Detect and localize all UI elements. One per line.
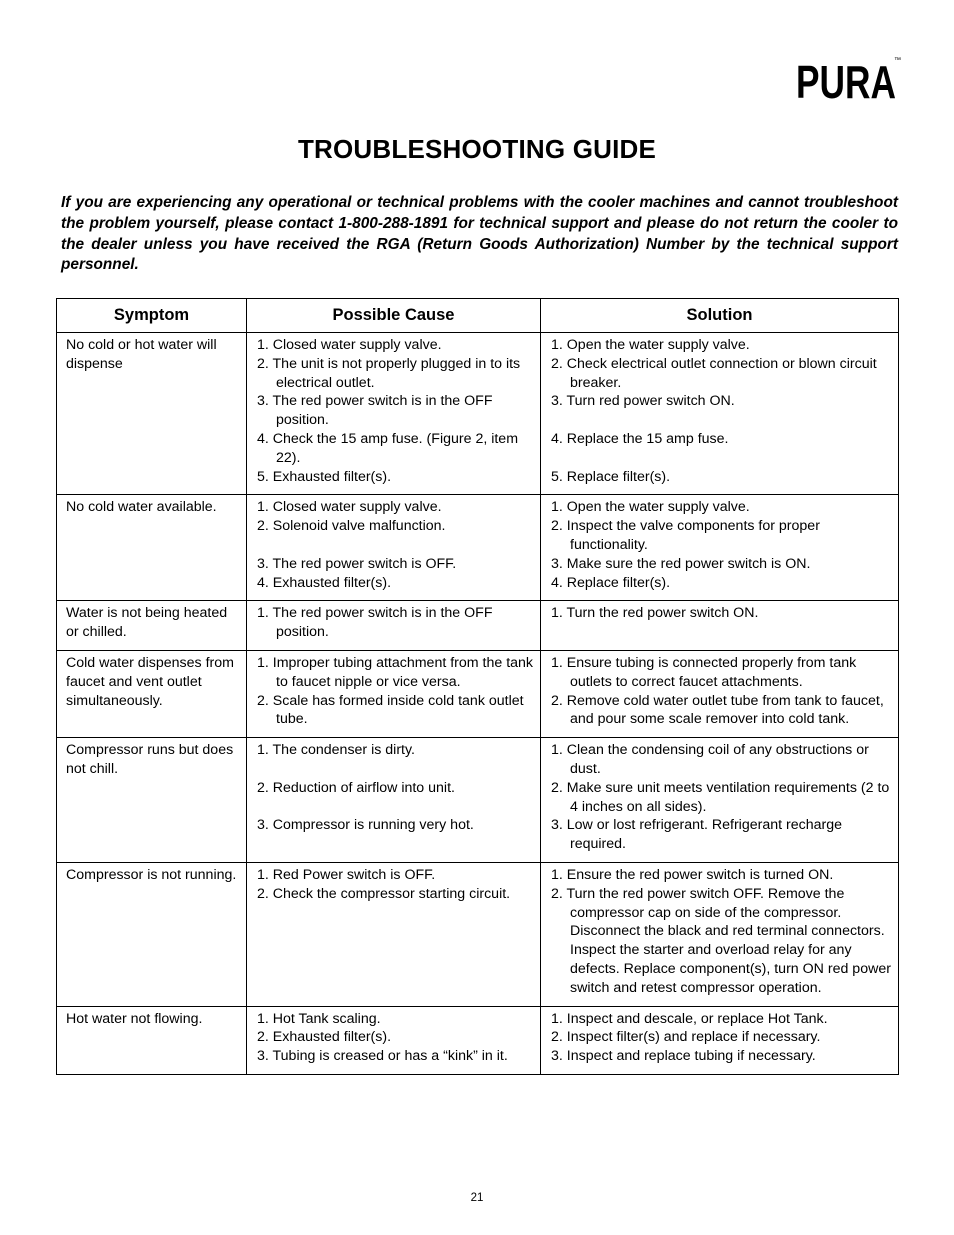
cause-item: 1. Improper tubing attachment from the tank to faucet nipple or vice versa. (257, 654, 534, 690)
solution-cell (541, 738, 899, 863)
solution-cell (541, 601, 899, 651)
solution-item: 1. Ensure the red power switch is turned ON. (551, 866, 834, 883)
cause-item: 1. The red power switch is in the OFF position. (257, 605, 493, 641)
pura-logo (796, 54, 904, 102)
table-row (57, 601, 899, 651)
symptom-cell (57, 650, 247, 737)
solution-item: 1. Ensure tubing is connected properly from tank outlets to correct faucet attachments. (551, 654, 857, 690)
solution-item: 1. Open the water supply valve. (551, 499, 750, 516)
solution-cell (541, 333, 899, 495)
cause-item: 3. The red power switch is OFF. (257, 555, 457, 572)
solution-item: 2. Inspect filter(s) and replace if necessary. (551, 1029, 821, 1046)
table-row (57, 495, 899, 601)
cause-item: 2. The unit is not properly plugged in to its electrical outlet. (257, 355, 521, 391)
table-header-row (57, 299, 899, 333)
solution-cell-list (541, 333, 898, 494)
solution-item: 3. Inspect and replace tubing if necessary. (551, 1048, 816, 1065)
cause-item: 1. Hot Tank scaling. (257, 1010, 381, 1027)
solution-cell (541, 495, 899, 601)
cause-item: 2. Reduction of airflow into unit. (257, 779, 455, 796)
table-row (57, 333, 899, 495)
cause-cell (247, 495, 541, 601)
cause-cell (247, 601, 541, 651)
solution-item: 2. Check electrical outlet connection or blown circuit breaker. (551, 355, 877, 391)
symptom-cell (57, 333, 247, 495)
solution-cell-list (541, 1007, 898, 1074)
solution-cell-list (541, 863, 898, 1006)
table-row (57, 650, 899, 737)
cause-cell (247, 862, 541, 1006)
page-number: 21 (470, 1192, 484, 1204)
cause-item: 3. Compressor is running very hot. (257, 817, 474, 834)
cause-item: 2. Solenoid valve malfunction. (257, 518, 446, 535)
cause-item: 1. Red Power switch is OFF. (257, 866, 436, 883)
header-solution: Solution (541, 299, 899, 333)
cause-cell-list (247, 495, 540, 600)
table-body (57, 333, 899, 1075)
cause-item: 1. Closed water supply valve. (257, 499, 442, 516)
cause-cell-list (247, 863, 540, 912)
cause-cell (247, 650, 541, 737)
solution-item: 2. Make sure unit meets ventilation requirements (2 to 4 inches on all sides). (551, 779, 890, 815)
solution-cell (541, 1006, 899, 1074)
solution-item: 2. Remove cold water outlet tube from tank to faucet, and pour some scale remover into cold tank. (551, 692, 884, 728)
solution-cell (541, 862, 899, 1006)
cause-item: 3. Tubing is creased or has a “kink” in it. (257, 1048, 508, 1065)
cause-item: 2. Scale has formed inside cold tank outlet tube. (257, 692, 524, 728)
symptom-cell (57, 495, 247, 601)
table-row (57, 738, 899, 863)
solution-item: 1. Inspect and descale, or replace Hot Tank. (551, 1010, 828, 1027)
solution-item: 1. Clean the condensing coil of any obstructions or dust. (551, 742, 869, 777)
cause-cell (247, 333, 541, 495)
solution-cell (541, 650, 899, 737)
symptom-text: No cold water available. (66, 499, 217, 516)
trademark-mark: ™ (894, 57, 901, 64)
symptom-text: Compressor runs but does not chill. (66, 742, 234, 777)
symptom-cell (57, 738, 247, 863)
solution-item: 2. Inspect the valve components for proper functionality. (551, 518, 820, 553)
table-row (57, 1006, 899, 1074)
symptom-cell (57, 862, 247, 1006)
solution-item: 3. Turn red power switch ON. (551, 393, 735, 410)
cause-item: 3. The red power switch is in the OFF position. (257, 393, 493, 429)
solution-item: 4. Replace the 15 amp fuse. (551, 430, 729, 447)
symptom-cell (57, 1006, 247, 1074)
cause-cell (247, 1006, 541, 1074)
solution-item: 4. Replace filter(s). (551, 574, 671, 591)
solution-item: 1. Turn the red power switch ON. (551, 605, 759, 622)
symptom-text: Water is not being heated or chilled. (66, 605, 228, 641)
solution-item: 1. Open the water supply valve. (551, 337, 750, 353)
solution-cell-list (541, 601, 898, 631)
solution-item: 3. Low or lost refrigerant. Refrigerant recharge required. (551, 817, 842, 853)
cause-item: 2. Check the compressor starting circuit. (257, 885, 511, 902)
solution-item: 2. Turn the red power switch OFF. Remove the compressor cap on side of the compressor. Disconnect the black and red terminal connectors. Inspect the starter and overload relay for any defects. Replace component(s), turn ON red power switch and retest compressor operation. (551, 885, 891, 996)
page-title: TROUBLESHOOTING GUIDE (297, 134, 657, 164)
cause-cell (247, 738, 541, 863)
cause-cell-list (247, 651, 540, 737)
cause-cell-list (247, 1007, 540, 1074)
cause-item: 4. Check the 15 amp fuse. (Figure 2, item 22). (257, 430, 519, 466)
header-possible-cause: Possible Cause (247, 299, 541, 333)
solution-cell-list (541, 738, 898, 862)
cause-item: 1. Closed water supply valve. (257, 337, 442, 353)
solution-cell-list (541, 651, 898, 737)
cause-cell-list (247, 601, 540, 650)
symptom-text: Compressor is not running. (66, 866, 237, 883)
solution-item: 5. Replace filter(s). (551, 468, 671, 485)
cause-cell-list (247, 333, 540, 494)
cause-item: 4. Exhausted filter(s). (257, 574, 392, 591)
symptom-cell (57, 601, 247, 651)
symptom-text: Hot water not flowing. (66, 1010, 203, 1027)
solution-item: 3. Make sure the red power switch is ON. (551, 555, 811, 572)
cause-item: 2. Exhausted filter(s). (257, 1029, 392, 1046)
header-symptom: Symptom (57, 299, 247, 333)
cause-item: 1. The condenser is dirty. (257, 742, 415, 759)
symptom-text: Cold water dispenses from faucet and vent outlet simultaneously. (66, 654, 234, 709)
troubleshooting-table (56, 298, 899, 1075)
pura-logo-text: PURA (796, 56, 896, 102)
intro-paragraph: If you are experiencing any operational or technical problems with the cooler machines and cannot troubleshoot the problem yourself, please contact 1-800-288-1891 for technical support and please do not return the cooler to the dealer unless you have received the RGA (Return Goods Authorization) Number by the technical support personnel. (61, 194, 898, 274)
symptom-text: No cold or hot water will dispense (66, 337, 217, 372)
cause-cell-list (247, 738, 540, 843)
cause-item: 5. Exhausted filter(s). (257, 468, 392, 485)
table-row (57, 862, 899, 1006)
solution-cell-list (541, 495, 898, 600)
